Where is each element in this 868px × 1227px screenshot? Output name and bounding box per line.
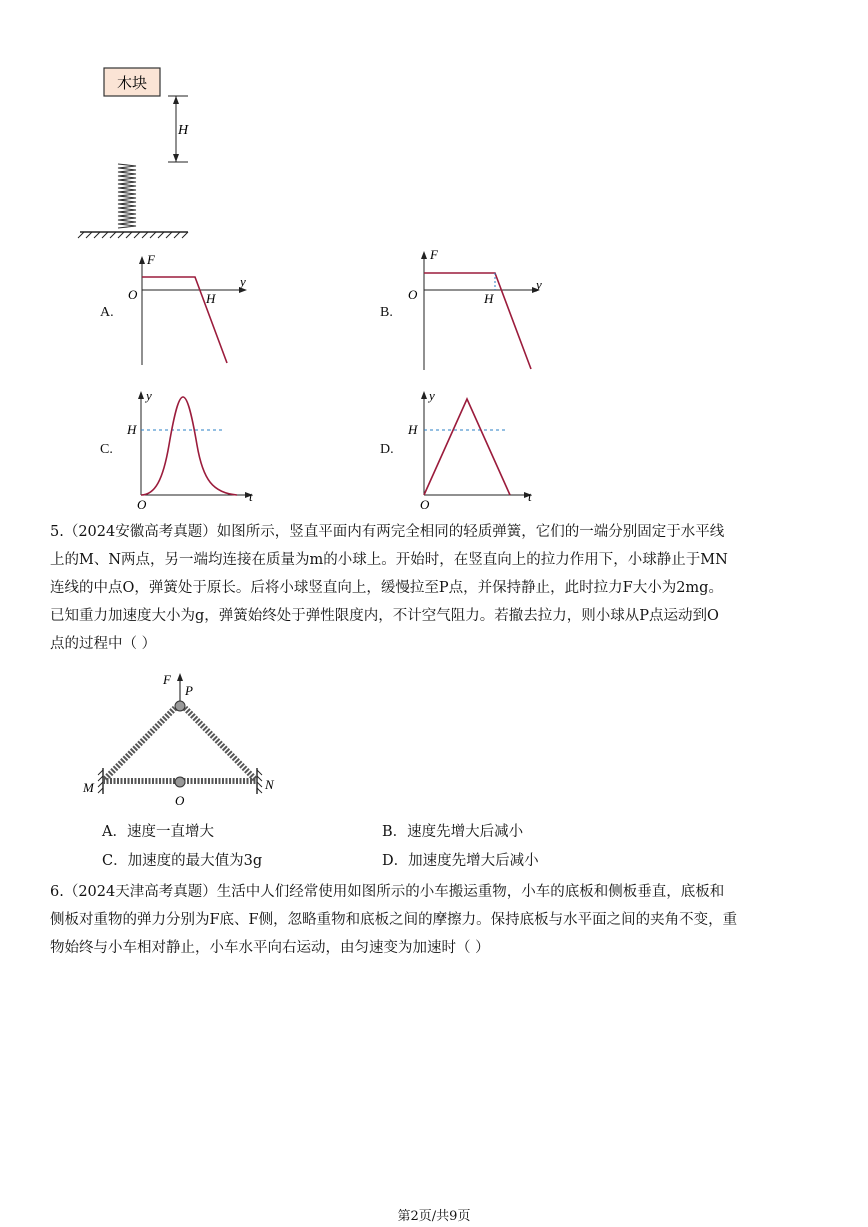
svg-text:O: O <box>128 287 138 302</box>
svg-text:O: O <box>408 287 418 302</box>
ball-o <box>175 777 185 787</box>
svg-text:H: H <box>127 422 137 437</box>
svg-text:y: y <box>146 388 152 403</box>
q5-spring-figure <box>75 668 285 810</box>
option-b-graph[interactable] <box>398 245 548 375</box>
svg-text:M: M <box>83 780 94 795</box>
spring <box>118 164 136 228</box>
right-spring <box>185 708 255 779</box>
svg-text:H: H <box>408 422 418 437</box>
q6-line-2: 侧板对重物的弹力分别为F底、F侧，忽略重物和底板之间的摩擦力。保持底板与水平面之间的夹角不变，重 <box>50 912 738 928</box>
option-a-label[interactable]: A. <box>100 305 114 320</box>
svg-text:P: P <box>185 683 193 698</box>
svg-text:F: F <box>430 247 438 262</box>
svg-text:F: F <box>147 252 155 267</box>
page-footer: 第2页/共9页 <box>397 1209 471 1224</box>
question-5-stem <box>50 518 800 658</box>
option-d-graph[interactable] <box>406 385 546 510</box>
option-d-label[interactable]: D. <box>380 442 394 457</box>
option-c-curve <box>141 397 237 495</box>
svg-text:F: F <box>163 672 171 687</box>
svg-text:t: t <box>249 489 253 504</box>
left-spring <box>105 708 175 779</box>
option-b-label[interactable]: B. <box>380 305 393 320</box>
q5-choice-b[interactable]: B．速度先增大后减小 <box>382 824 524 840</box>
svg-text:H: H <box>484 291 494 306</box>
q5-line-2: 上的M、N两点，另一端均连接在质量为m的小球上。开始时，在竖直向上的拉力作用下，小球静止于MN <box>50 552 728 568</box>
height-label: H <box>178 123 189 138</box>
svg-text:O: O <box>137 497 147 512</box>
question-6-stem <box>50 878 800 962</box>
q5-line-1: 5.（2024安徽高考真题）如图所示，竖直平面内有两完全相同的轻质弹簧，它们的一端分别固定于水平线 <box>50 524 725 540</box>
option-d-curve <box>424 399 510 495</box>
q6-line-1: 6.（2024天津高考真题）生活中人们经常使用如图所示的小车搬运重物，小车的底板和侧板垂直，底板和 <box>50 884 725 900</box>
svg-text:y: y <box>240 274 246 289</box>
ball-p <box>175 701 185 711</box>
q5-choice-a[interactable]: A．速度一直增大 <box>102 824 214 840</box>
q5-line-3: 连线的中点O，弹簧处于原长。后将小球竖直向上，缓慢拉至P点，并保持静止，此时拉力F大小为2mg。 <box>50 580 723 596</box>
q5-choice-d[interactable]: D．加速度先增大后减小 <box>382 853 539 869</box>
option-c-graph[interactable] <box>125 385 265 510</box>
option-a-graph[interactable] <box>115 250 255 370</box>
svg-text:y: y <box>429 388 435 403</box>
q5-line-4: 已知重力加速度大小为g，弹簧始终处于弹性限度内，不计空气阻力。若撤去拉力，则小球从P点运动到O <box>50 608 719 624</box>
wood-block-label: 木块 <box>116 76 148 92</box>
block-spring-figure <box>70 60 200 245</box>
q5-line-5: 点的过程中（ ） <box>50 636 157 652</box>
q6-line-3: 物始终与小车相对静止，小车水平向右运动，由匀速变为加速时（ ） <box>50 940 490 956</box>
svg-text:y: y <box>536 277 542 292</box>
svg-text:O: O <box>175 793 185 808</box>
svg-text:t: t <box>528 489 532 504</box>
option-b-curve <box>424 273 531 369</box>
option-c-label[interactable]: C. <box>100 442 113 457</box>
svg-text:N: N <box>265 777 274 792</box>
svg-text:H: H <box>206 291 216 306</box>
svg-text:O: O <box>420 497 430 512</box>
q5-choice-c[interactable]: C．加速度的最大值为3g <box>102 853 263 869</box>
